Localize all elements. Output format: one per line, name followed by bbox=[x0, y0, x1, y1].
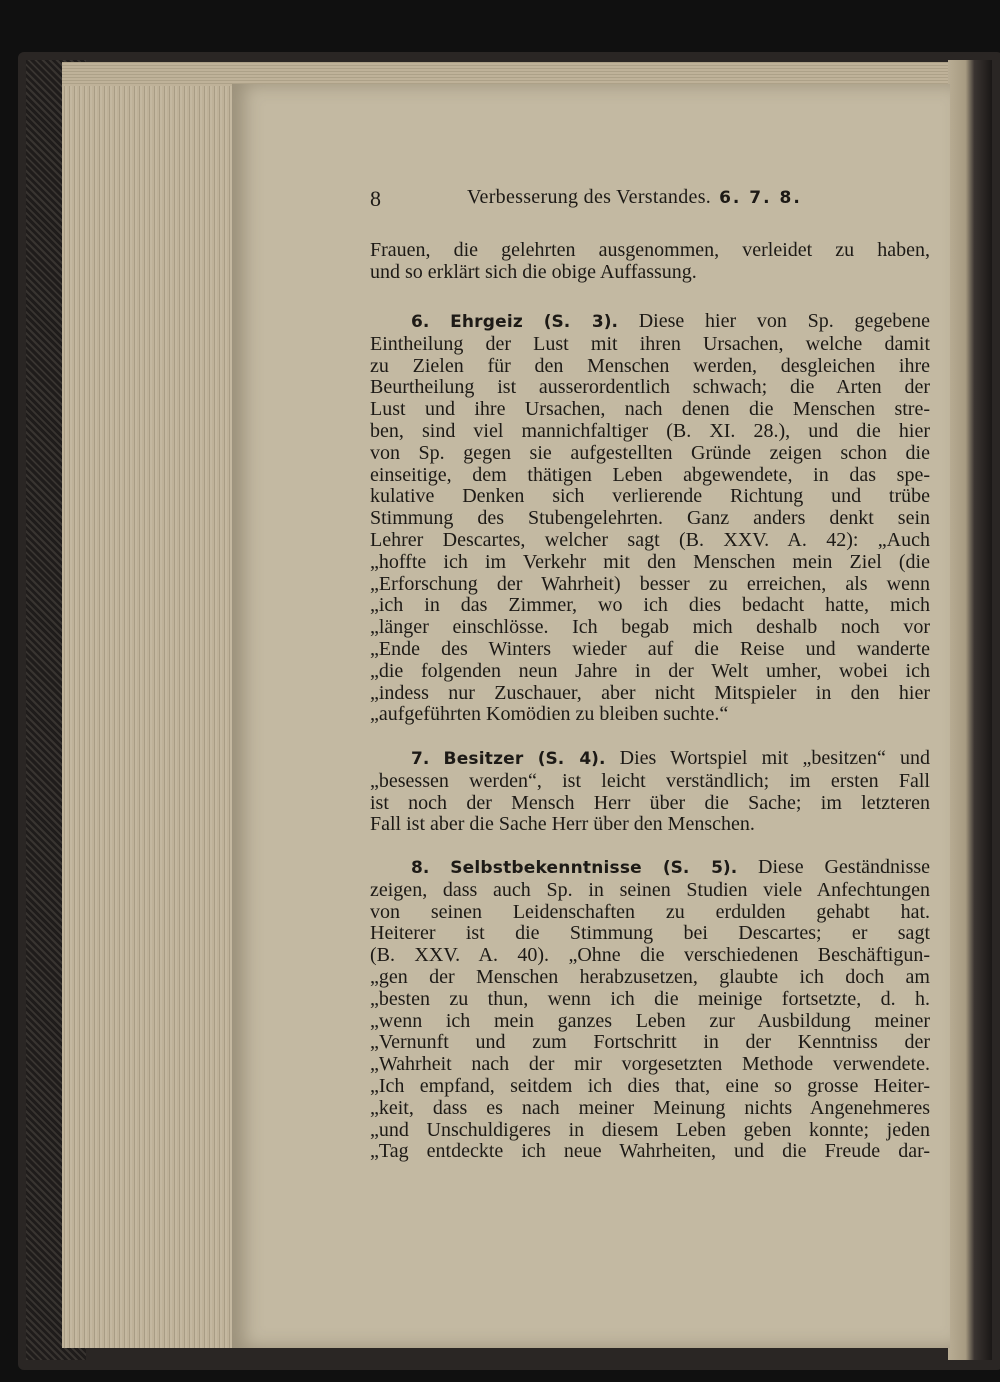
text-line: von Sp. gegen sie aufgestellten Gründe zeigen schon die bbox=[370, 441, 930, 464]
text-line: „gen der Menschen herabzusetzen, glaubte ich doch am bbox=[370, 965, 930, 988]
text-line: einseitige, dem thätigen Leben abgewendete, in das spe- bbox=[370, 463, 930, 486]
section-first-line bbox=[370, 311, 930, 334]
intro-paragraph bbox=[370, 240, 930, 284]
page-edges-left bbox=[62, 62, 240, 1348]
section-8-paragraph bbox=[370, 857, 930, 1163]
section-keyword: Selbstbekenntnisse bbox=[450, 858, 642, 878]
text-line: „Ich empfand, seitdem ich dies that, eine so grosse Heiter- bbox=[370, 1074, 930, 1097]
text-line: zeigen, dass auch Sp. in seinen Studien viele Anfechtungen bbox=[370, 878, 930, 901]
running-head-title bbox=[467, 186, 802, 209]
text-line: Lust und ihre Ursachen, nach denen die Menschen stre- bbox=[370, 398, 930, 421]
text-line: Dies Wortspiel mit „besitzen“ und bbox=[619, 747, 931, 769]
text-line: „die folgenden neun Jahre in der Welt umher, wobei ich bbox=[370, 659, 930, 682]
section-ref: (S. 3). bbox=[543, 312, 618, 332]
text-line: kulative Denken sich verlierende Richtung und trübe bbox=[370, 485, 930, 508]
text-line: „Tag entdeckte ich neue Wahrheiten, und die Freude dar- bbox=[370, 1140, 930, 1163]
text-line: Frauen, die gelehrten ausgenommen, verleidet zu haben, bbox=[370, 239, 930, 261]
section-number: 7. bbox=[411, 749, 430, 769]
running-head-sections: 6. 7. 8. bbox=[719, 188, 802, 208]
text-line: „Wahrheit nach der mir vorgesetzten Methode verwendete. bbox=[370, 1053, 930, 1076]
text-line: Beurtheilung ist ausserordentlich schwach; die Arten der bbox=[370, 376, 930, 399]
section-ref: (S. 4). bbox=[537, 749, 606, 769]
text-line: zu Zielen für den Menschen werden, desgleichen ihre bbox=[370, 354, 930, 377]
text-line: Fall ist aber die Sache Herr über den Menschen. bbox=[370, 813, 755, 836]
section-number: 8. bbox=[411, 858, 430, 878]
text-line: ist noch der Mensch Herr über die Sache; im letzteren bbox=[370, 791, 930, 814]
text-line: „und Unschuldigeres in diesem Leben geben konnte; jeden bbox=[370, 1118, 930, 1141]
text-line: „Erforschung der Wahrheit) besser zu erreichen, als wenn bbox=[370, 572, 930, 595]
section-ref: (S. 5). bbox=[662, 858, 738, 878]
page-edges-top bbox=[62, 62, 952, 86]
section-first-line bbox=[370, 857, 930, 880]
page-edges-right bbox=[948, 60, 992, 1360]
text-line: „Ende des Winters wieder auf die Reise und wanderte bbox=[370, 637, 930, 660]
text-line: „länger einschlösse. Ich begab mich deshalb noch vor bbox=[370, 616, 930, 639]
section-6-paragraph bbox=[370, 311, 930, 726]
text-line: Diese hier von Sp. gegebene bbox=[638, 310, 931, 332]
text-line: „keit, dass es nach meiner Meinung nichts Angenehmeres bbox=[370, 1096, 930, 1119]
text-line: „indess nur Zuschauer, aber nicht Mitspieler in den hier bbox=[370, 681, 930, 704]
text-line: „aufgeführten Komödien zu bleiben suchte.“ bbox=[370, 703, 729, 726]
text-line: Stimmung des Stubengelehrten. Ganz anders denkt sein bbox=[370, 507, 930, 530]
section-keyword: Besitzer bbox=[443, 749, 524, 769]
text-line: „Vernunft und zum Fortschritt in der Kenntniss der bbox=[370, 1031, 930, 1054]
text-line: ben, sind viel mannichfaltiger (B. XI. 28.), und die hier bbox=[370, 419, 930, 442]
running-head bbox=[370, 186, 930, 214]
section-first-line bbox=[370, 748, 930, 771]
text-line: „besessen werden“, ist leicht verständlich; im ersten Fall bbox=[370, 769, 930, 792]
text-line: Diese Geständnisse bbox=[758, 856, 931, 878]
page-number: 8 bbox=[370, 186, 381, 211]
text-line: Heiterer ist die Stimmung bei Descartes; er sagt bbox=[370, 922, 930, 945]
text-line: Lehrer Descartes, welcher sagt (B. XXV. A. 42): „Auch bbox=[370, 528, 930, 551]
section-number: 6. bbox=[411, 312, 430, 332]
text-line: Eintheilung der Lust mit ihren Ursachen, welche damit bbox=[370, 332, 930, 355]
section-keyword: Ehrgeiz bbox=[450, 312, 523, 332]
text-line: und so erklärt sich die obige Auffassung. bbox=[370, 260, 697, 283]
text-line: (B. XXV. A. 40). „Ohne die verschiedenen Beschäftigun- bbox=[370, 944, 930, 967]
text-line: „wenn ich mein ganzes Leben zur Ausbildung meiner bbox=[370, 1009, 930, 1032]
section-7-paragraph bbox=[370, 748, 930, 836]
running-head-text: Verbesserung des Verstandes. bbox=[467, 186, 712, 208]
text-line: „ich in das Zimmer, wo ich dies bedacht hatte, mich bbox=[370, 594, 930, 617]
text-line: von seinen Leidenschaften zu erdulden gehabt hat. bbox=[370, 900, 930, 923]
text-line: „hoffte ich im Verkehr mit den Menschen mein Ziel (die bbox=[370, 550, 930, 573]
text-line: „besten zu thun, wenn ich die meinige fortsetzte, d. h. bbox=[370, 987, 930, 1010]
